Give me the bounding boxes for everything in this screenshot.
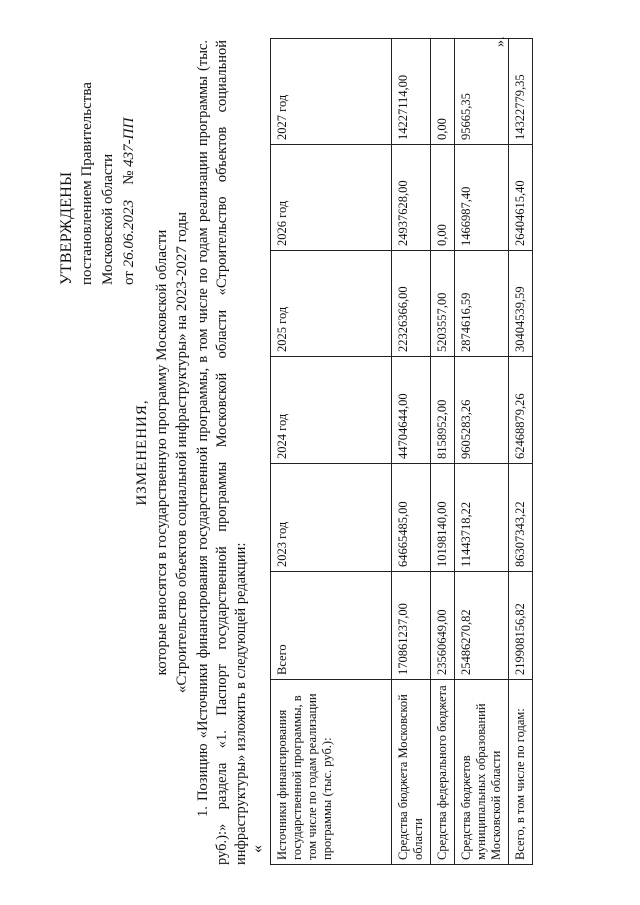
closing-quote: ». bbox=[493, 36, 508, 47]
number-prefix: № bbox=[121, 170, 137, 185]
table-cell: 62468879,26 bbox=[509, 357, 533, 464]
table-cell: 10198140,00 bbox=[431, 464, 455, 572]
heading-line: которые вносятся в государственную программу Московской области bbox=[154, 229, 170, 676]
heading-line: «Строительство объектов социальной инфраструктуры» на 2023-2027 годы bbox=[174, 211, 190, 694]
table-row bbox=[392, 39, 431, 865]
table-cell: 170861237,00 bbox=[392, 572, 431, 680]
table-cell: 24937628,00 bbox=[392, 145, 431, 251]
approval-number: 437-ПП bbox=[121, 117, 137, 167]
table-header-cell: 2025 год bbox=[271, 251, 392, 357]
table-header-cell: 2024 год bbox=[271, 357, 392, 464]
table-cell: 86307343,22 bbox=[509, 464, 533, 572]
table-row-label: Всего, в том числе по годам: bbox=[509, 680, 533, 865]
table-header-cell: 2023 год bbox=[271, 464, 392, 572]
heading-title: ИЗМЕНЕНИЯ, bbox=[134, 399, 150, 506]
table-cell: 44704644,00 bbox=[392, 357, 431, 464]
approval-line: постановлением Правительства bbox=[79, 82, 95, 285]
table-cell: 30404539,59 bbox=[509, 251, 533, 357]
table-cell: 23560649,00 bbox=[431, 572, 455, 680]
table-header-row bbox=[271, 39, 392, 865]
opening-quote: « bbox=[249, 845, 266, 853]
table-cell: 0,00 bbox=[431, 145, 455, 251]
table-row bbox=[431, 39, 455, 865]
table-cell: 2874616,59 bbox=[455, 251, 509, 357]
approval-date: 26.06.2023 bbox=[121, 199, 137, 268]
paragraph-text: 1. Позицию «Источники финансирования государственной программы, в том числе по годам реализации программы (тыс. руб.):» раздела «1. Паспорт государственной программы Московской области «Строительство объектов социальной инфраструктуры» изложить в следующей редакции: bbox=[195, 40, 249, 865]
table-header-cell: 2026 год bbox=[271, 145, 392, 251]
table-cell: 64665485,00 bbox=[392, 464, 431, 572]
amendment-paragraph bbox=[194, 40, 251, 865]
table-cell: 9605283,26 bbox=[455, 357, 509, 464]
table-cell: 95665,35 bbox=[455, 39, 509, 145]
table-cell: 14322779,35 bbox=[509, 39, 533, 145]
table-cell: 1466987,40 bbox=[455, 145, 509, 251]
table-row bbox=[455, 39, 509, 865]
table-header-cell: Всего bbox=[271, 572, 392, 680]
table-header-cell: Источники финансирования государственной программы, в том числе по годам реализации программы (тыс. руб.): bbox=[271, 680, 392, 865]
table-row-label: Средства бюджетов муниципальных образований Московской области bbox=[455, 680, 509, 865]
table-cell: 0,00 bbox=[431, 39, 455, 145]
date-prefix: от bbox=[121, 271, 137, 285]
table-header-cell: 2027 год bbox=[271, 39, 392, 145]
approval-title: УТВЕРЖДЕНЫ bbox=[58, 171, 75, 285]
document-heading bbox=[132, 40, 192, 865]
table-row-label: Средства бюджета Московской области bbox=[392, 680, 431, 865]
table-cell: 5203557,00 bbox=[431, 251, 455, 357]
table-cell: 26404615,40 bbox=[509, 145, 533, 251]
table-row-label: Средства федерального бюджета bbox=[431, 680, 455, 865]
table-cell: 11443718,22 bbox=[455, 464, 509, 572]
approval-line: Московской области bbox=[100, 153, 116, 285]
table-cell: 22326366,00 bbox=[392, 251, 431, 357]
table-cell: 25486270,82 bbox=[455, 572, 509, 680]
table-cell: 8158952,00 bbox=[431, 357, 455, 464]
financing-table bbox=[270, 38, 533, 865]
table-cell: 219908156,82 bbox=[509, 572, 533, 680]
approval-stamp-block bbox=[56, 25, 140, 285]
table-row bbox=[509, 39, 533, 865]
table-cell: 14227114,00 bbox=[392, 39, 431, 145]
